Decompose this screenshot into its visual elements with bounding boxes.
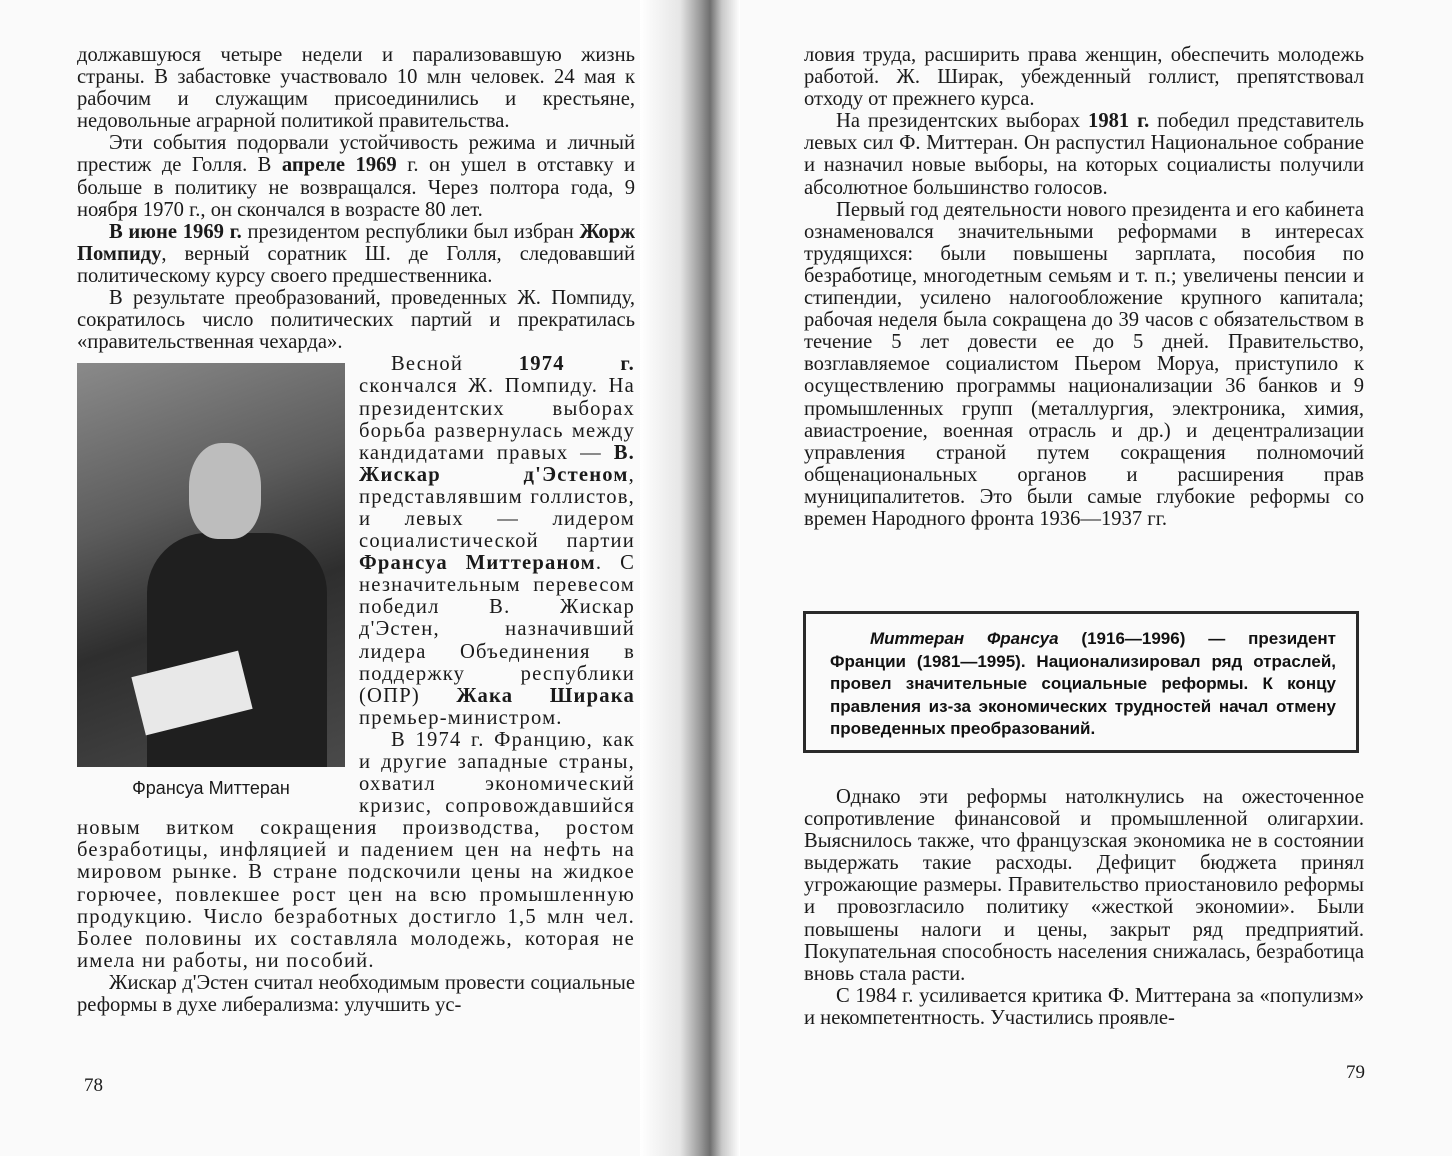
bold-name: Жорж Помпиду <box>77 220 635 265</box>
text-run: премьер-министром. <box>359 706 563 729</box>
text-run: скончался Ж. Помпиду. На президентских выборах борьба развернулась между кандидатами правых — <box>359 375 635 464</box>
left-text-column <box>77 44 635 1016</box>
bold-date: 1981 г. <box>1088 110 1150 133</box>
page-number: 79 <box>1346 1062 1365 1083</box>
book-gutter <box>640 0 740 1156</box>
bio-text: (1916—1996) — президент Франции (1981—1995). Национализировал ряд отраслей, провел значительные социальные реформы. К концу правления из-за экономических трудностей начал отмену проведенных преобразований. <box>830 629 1336 738</box>
paragraph: Жискар д'Эстен считал необходимым провести социальные реформы в духе либерализма: улучшить ус- <box>77 971 635 1017</box>
text-run: победил представитель левых сил Ф. Миттеран. Он распустил Национальное собрание и назначил новые выборы, на которых социалисты получили абсолютное большинство голосов. <box>804 110 1365 199</box>
bold-name: Франсуа Миттераном <box>359 552 596 575</box>
text-run: . С незначительным перевесом победил В. Жискар д'Эстен, назначивший лидера Объединения в поддержку республики (ОПР) <box>359 552 635 707</box>
text-run: Эти события подорвали устойчивость режима и личный престиж де Голля. В <box>77 132 635 177</box>
photo-head-shape <box>189 443 261 539</box>
portrait-photo <box>77 363 345 767</box>
paragraph: Первый год деятельности нового президента и его кабинета ознаменовался значительными реформами в интересах трудящихся: были повышены зарплата, пособия по безработице, многодетным семьям и т. п.; увеличены пенсии и стипендии, усилено налогообложение крупного капитала; рабочая неделя была сокращена до 39 часов с обязательством в течение 5 лет довести ее до 5 дней. Правительство, возглавляемое социалистом Пьером Моруа, приступило к осуществлению программы национализации 36 банков и 9 промышленных групп (металлургия, электроника, химия, авиастроение, военная отрасль и др.) и децентрализации управления страной путем сокращения полномочий общенациональных органов и расширения прав муниципалитетов. Это были самые глубокие реформы со времен Народного фронта 1936—1937 гг. <box>804 198 1364 530</box>
paragraph <box>77 221 635 287</box>
paragraph: В результате преобразований, проведенных Ж. Помпиду, сократилось число политических партий и прекратилась «правительственная чехарда». <box>77 287 635 354</box>
bio-name: Миттеран Франсуа <box>870 629 1059 648</box>
paragraph: В 1974 г. Францию, как и другие западные страны, охватил экономический кризис, сопровождавшийся новым витком сокращения производства, ростом безработицы, инфляцией и падением цен на нефть на мировом рынке. В стране подскочили цены на жидкое горючее, повлекшее рост цен на всю промышленную продукцию. Число безработных достигло 1,5 млн чел. Более половины их составляла молодежь, которая не имела ни работы, ни пособий. <box>77 728 635 972</box>
bold-date: В июне 1969 г. <box>109 220 242 243</box>
bold-name: В. Жискар д'Эстеном <box>359 441 635 486</box>
paragraph <box>77 132 635 220</box>
bold-name: Жака Ширака <box>456 684 635 707</box>
text-run: президентом республики был избран <box>241 220 580 243</box>
text-run: г. он ушел в отставку и больше в политику не возвращался. Через полтора года, 9 ноября 1970 г., он скончался в возрасте 80 лет. <box>77 154 635 221</box>
paragraph <box>804 110 1364 198</box>
text-run: На президентских выборах <box>836 110 1089 133</box>
text-run: Весной <box>391 353 519 376</box>
photo-caption: Франсуа Миттеран <box>132 778 290 799</box>
paragraph: С 1984 г. усиливается критика Ф. Миттерана за «популизм» и некомпетентность. Участились проявле- <box>804 984 1364 1029</box>
text-run: , представлявшим голлистов, и левых — лидером социалистической партии <box>359 463 635 553</box>
photo-figure <box>77 363 345 799</box>
right-text-column-lower <box>804 786 1364 1029</box>
paragraph: должавшуюся четыре недели и парализовавшую жизнь страны. В забастовке участвовало 10 млн человек. 24 мая к рабочим и служащим присоединились и крестьяне, недовольные аграрной политикой правительства. <box>77 44 635 133</box>
right-text-column <box>804 44 1364 530</box>
paragraph: ловия труда, расширить права женщин, обеспечить молодежь работой. Ж. Ширак, убежденный голлист, препятствовал отходу от прежнего курса. <box>804 44 1364 111</box>
paragraph: Однако эти реформы натолкнулись на ожесточенное сопротивление финансовой и промышленной олигархии. Выяснилось также, что французская экономика не в состоянии выдержать такие расходы. Дефицит бюджета принял угрожающие размеры. Правительство приостановило реформы и провозгласило политику «жесткой экономии». Были повышены налоги и цены, закрыт ряд предприятий. Покупательная способность населения снижалась, безработица вновь стала расти. <box>804 786 1364 985</box>
bold-date: 1974 г. <box>518 353 635 376</box>
page-number: 78 <box>84 1075 103 1096</box>
biography-box <box>803 611 1359 753</box>
text-run: , верный соратник Ш. де Голля, следовавший политическому курсу своего предшественника. <box>77 242 635 287</box>
bold-date: апреле 1969 <box>281 154 397 177</box>
